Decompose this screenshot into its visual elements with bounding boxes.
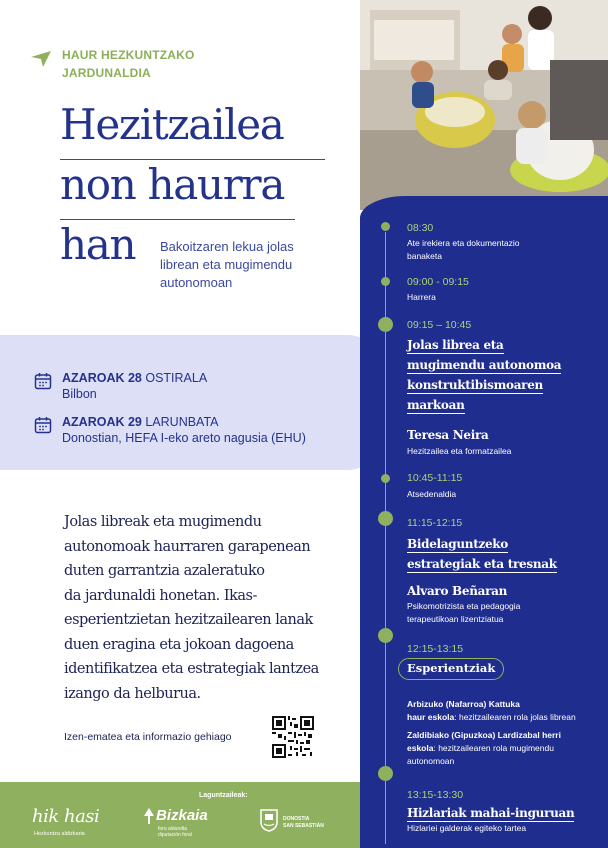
date-place: Donostian, HEFA I-eko areto nagusia (EHU)	[62, 431, 306, 445]
session-description: Hizlariei galderak egiteko tartea	[407, 823, 527, 833]
donostia-crest-icon	[259, 808, 279, 832]
eyebrow-line-1: HAUR HEZKUNTZAKO	[62, 48, 195, 62]
speaker-name: Teresa Neira	[407, 428, 489, 442]
qr-code-icon[interactable]	[272, 716, 314, 758]
speaker-role: Hezitzailea eta formatzailea	[407, 446, 512, 456]
dates-band	[0, 335, 378, 470]
sponsors-bar	[0, 782, 360, 848]
date-label: AZAROAK 28 OSTIRALA	[62, 371, 208, 385]
title-line-2: non haurra	[60, 160, 325, 220]
session-title: Bidelaguntzeko estrategiak eta tresnak	[407, 537, 557, 571]
subtitle: Bakoitzaren lekua jolas librean eta mugimendu autonomoan	[160, 239, 294, 290]
title-line-3: han	[60, 220, 136, 269]
calendar-icon	[34, 372, 52, 390]
classroom-photo	[360, 0, 608, 210]
date-place: Bilbon	[62, 387, 97, 401]
timeline-dot	[378, 628, 393, 643]
session-description: Atsedenaldia	[407, 489, 457, 499]
session-title: Hizlariak mahai-inguruan	[407, 806, 575, 820]
eyebrow-text	[62, 46, 195, 82]
experience-item: Zaldibiako (Gipuzkoa) Lardizabal herri eskola: hezitzailearen rola mugimendu autonomoan	[407, 730, 561, 766]
timeline-dot	[378, 317, 393, 332]
sponsors-label: Laguntzaileak:	[199, 792, 248, 799]
timeline-dot	[378, 511, 393, 526]
experience-item: Arbizuko (Nafarroa) Kattuka haur eskola: hezitzailearen rola jolas librean	[407, 699, 576, 722]
children-playing-image	[360, 0, 608, 210]
send-arrow-icon	[30, 50, 52, 68]
session-time: 13:15-13:30	[407, 789, 464, 801]
timeline-dot	[381, 277, 390, 286]
hik-hasi-tagline: Hezkuntza aldizkaria	[34, 831, 85, 837]
bizkaia-tree-icon	[144, 808, 154, 824]
timeline-dot	[381, 474, 390, 483]
calendar-icon	[34, 416, 52, 434]
speaker-role: Psikomotrizista eta pedagogia terapeutikoan lizentziatua	[407, 601, 521, 624]
session-description: Ate irekiera eta dokumentazio banaketa	[407, 238, 520, 261]
registration-link[interactable]: Izen-ematea eta informazio gehiago	[64, 731, 232, 743]
bizkaia-logo: Bizkaia	[156, 807, 208, 824]
session-time: 08:30	[407, 222, 434, 234]
hik-hasi-logo: hik hasi	[32, 806, 100, 827]
session-title: Jolas librea eta mugimendu autonomoa konstruktibismoaren markoan	[407, 338, 562, 412]
session-time: 09:15 – 10:45	[407, 319, 472, 331]
eyebrow-line-2: JARDUNALDIA	[62, 66, 151, 80]
session-time: 11:15-12:15	[407, 517, 463, 529]
session-description: Harrera	[407, 292, 436, 302]
speaker-name: Alvaro Beñaran	[407, 584, 508, 598]
description: Jolas libreak eta mugimendu autonomoak haurraren garapenean duten garrantzia azaleratuko da jardunaldi honetan. Ikas- esperientzietan hezitzailearen lanak duen eragina eta jokoan dagoena identifikatzea eta estrategiak lantzea izango da helburua.	[64, 514, 319, 702]
timeline-dot	[378, 766, 393, 781]
donostia-logo-text: DONOSTIA SAN SEBASTIÁN	[283, 816, 324, 829]
date-row	[34, 414, 306, 446]
experiences-badge: Esperientziak	[398, 658, 504, 680]
timeline-dot	[381, 222, 390, 231]
eyebrow	[30, 46, 195, 82]
date-row	[34, 370, 207, 402]
date-label: AZAROAK 29 LARUNBATA	[62, 415, 219, 429]
session-time: 09:00 - 09:15	[407, 276, 469, 288]
session-time: 10:45-11:15	[407, 472, 463, 484]
bizkaia-tagline: foru aldundia diputación foral	[158, 826, 192, 838]
session-time: 12:15-13:15	[407, 643, 464, 655]
title-line-1: Hezitzailea	[60, 100, 325, 160]
